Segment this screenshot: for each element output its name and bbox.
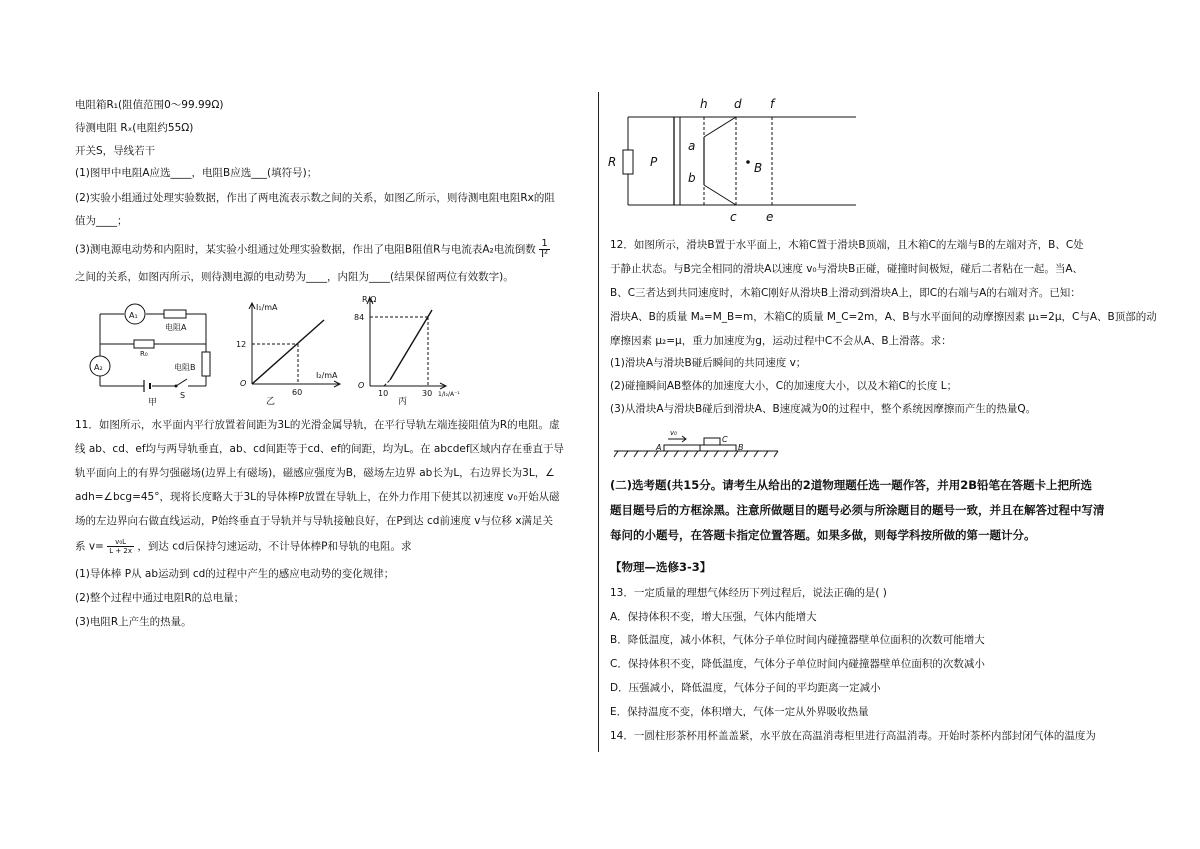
elective-instruction-1: (二)选考题(共15分。请考生从给出的2道物理题任选一题作答，并用2B铅笔在答题卡上把所选 xyxy=(610,478,1093,492)
q11-line-3: 轨平面向上的有界匀强磁场(边界上有磁场)，磁感应强度为B，磁场左边界 ab长为L，右边界长为3L，∠ xyxy=(75,467,555,479)
elective-instruction-3: 每问的小题号，在答题卡指定位置答题。如果多做，则每学科按所做的第一题计分。 xyxy=(610,528,1036,542)
label-field-b: B xyxy=(754,161,763,175)
block-b xyxy=(700,445,736,451)
velocity-numerator: v₀L xyxy=(107,538,134,547)
q12-line-2: 于静止状态。与B完全相同的滑块A以速度 v₀与滑块B正碰，碰撞时间极短，碰后二者粘在一起。当A、 xyxy=(610,263,1084,275)
q11-part3: (3)电阻R上产生的热量。 xyxy=(75,616,192,628)
q12-part1: (1)滑块A与滑块B碰后瞬间的共同速度 v； xyxy=(610,357,807,369)
label-a: a xyxy=(688,139,696,153)
q11-line-2: 线 ab、cd、ef均与两导轨垂直，ab、cd间距等于cd、ef的间距，均为L。在 abcdef区域内存在垂直于导 xyxy=(75,443,565,455)
yi-data-line xyxy=(252,320,324,384)
a1-label: A₁ xyxy=(129,311,138,320)
resistor-a-label: 电阻A xyxy=(165,323,187,332)
switch-pivot xyxy=(175,385,178,388)
switch-line: 开关S，导线若干 xyxy=(75,145,156,157)
label-b: b xyxy=(688,171,696,185)
q10-part3-line2: 之间的关系，如图丙所示，则待测电源的电动势为____，内阻为____(结果保留两位有效数字)。 xyxy=(75,271,514,283)
label-f: f xyxy=(770,97,775,111)
resistor-b-label: 电阻B xyxy=(174,363,196,372)
figure-yi-caption: 乙 xyxy=(266,397,276,407)
column-divider xyxy=(598,92,599,752)
bing-x-label: 1/I₂/A⁻¹ xyxy=(438,391,460,398)
q13-option-c: C．保持体积不变，降低温度，气体分子单位时间内碰撞器壁单位面积的次数减小 xyxy=(610,658,985,670)
label-block-b: B xyxy=(738,443,744,452)
q10-part3-line1 xyxy=(75,239,550,260)
yi-x-label: I₂/mA xyxy=(316,371,338,380)
q11-line-1: 11．如图所示，水平面内平行放置着间距为3L的光滑金属导轨，在平行导轨左端连接阻值为R的电阻。虚 xyxy=(75,419,560,431)
label-c: c xyxy=(730,210,737,224)
figure-jia-caption: 甲 xyxy=(148,398,158,408)
ground-hatch xyxy=(644,451,648,457)
q12-part2: (2)碰撞瞬间AB整体的加速度大小，C的加速度大小，以及木箱C的长度 L； xyxy=(610,380,958,392)
inverse-current-fraction xyxy=(539,239,550,260)
ground-hatch xyxy=(624,451,628,457)
yi-tick-12: 12 xyxy=(236,340,247,349)
switch-lever xyxy=(176,379,187,386)
ground-hatch xyxy=(774,451,778,457)
bing-data-line xyxy=(390,310,432,380)
section-title: 【物理—选修3-3】 xyxy=(610,560,712,574)
q11-line-6 xyxy=(75,538,411,555)
yi-y-label: I₁/mA xyxy=(256,303,278,312)
q13-option-d: D．压强减小，降低温度，气体分子间的平均距离一定减小 xyxy=(610,682,881,694)
q10-part2-line2: 值为____； xyxy=(75,215,128,227)
bing-extrapolation xyxy=(384,380,390,386)
ground-hatch xyxy=(764,451,768,457)
label-p: P xyxy=(650,155,658,169)
bing-tick-30: 30 xyxy=(422,389,433,398)
ground-hatch xyxy=(634,451,638,457)
q11-part2: (2)整个过程中通过电阻R的总电量； xyxy=(75,592,245,604)
bing-y-label: R/Ω xyxy=(362,295,377,304)
ground-hatch xyxy=(714,451,718,457)
q12-part3: (3)从滑块A与滑块B碰后到滑块A、B速度减为0的过程中，整个系统因摩擦而产生的热量Q。 xyxy=(610,403,1037,415)
q13-option-a: A．保持体积不变，增大压强，气体内能增大 xyxy=(610,611,817,623)
ground-hatch xyxy=(664,451,668,457)
boundary-ad xyxy=(704,117,736,137)
graph-bing xyxy=(352,290,460,408)
q10-part3-text: (3)测电源电动势和内阻时，某实验小组通过处理实验数据，作出了电阻B阻值R与电流表A₂电流倒数 xyxy=(75,243,536,256)
bing-tick-84: 84 xyxy=(354,313,365,322)
graph-yi xyxy=(228,296,348,408)
q11-line-4: adh=∠bcg=45°，现将长度略大于3L的导体棒P放置在导轨上，在外力作用下使其以初速度 v₀开始从磁 xyxy=(75,491,560,503)
velocity-denominator: L + 2x xyxy=(109,547,133,555)
circuit-diagram-jia xyxy=(88,296,218,408)
label-d: d xyxy=(734,97,742,111)
boundary-bc xyxy=(704,185,736,205)
ground-hatch xyxy=(704,451,708,457)
fraction-numerator: 1 xyxy=(539,239,550,250)
ground-hatch xyxy=(724,451,728,457)
q11-relation-suffix: ，到达 cd后保持匀速运动，不计导体棒P和导轨的电阻。求 xyxy=(137,540,412,553)
q12-line-3: B、C三者达到共同速度时，木箱C刚好从滑块B上滑动到滑块A上，即C的右端与A的右端对齐。已知： xyxy=(610,287,1081,299)
bing-origin: O xyxy=(358,381,365,390)
q14-stem: 14．一圆柱形茶杯用杯盖盖紧，水平放在高温消毒柜里进行高温消毒。开始时茶杯内部封闭气体的温度为 xyxy=(610,730,1096,742)
q13-option-b: B．降低温度，减小体积，气体分子单位时间内碰撞器壁单位面积的次数可能增大 xyxy=(610,634,985,646)
q11-line-5: 场的左边界向右做直线运动，P始终垂直于导轨并与导轨接触良好，在P到达 cd前速度 v与位移 x满足关 xyxy=(75,515,554,527)
yi-origin: O xyxy=(240,379,247,388)
q11-relation-prefix: 系 v= xyxy=(75,540,104,553)
test-resistor-line: 待测电阻 Rₓ(电阻约55Ω) xyxy=(75,122,194,134)
yi-tick-60: 60 xyxy=(292,388,303,397)
resistor-a-symbol xyxy=(164,310,186,318)
label-block-a: A xyxy=(656,443,662,452)
label-box-c: C xyxy=(722,435,728,444)
label-r: R xyxy=(608,155,617,169)
resistor-b-symbol xyxy=(202,352,210,376)
block-a xyxy=(664,445,700,451)
box-c xyxy=(704,438,720,445)
ground-hatch xyxy=(684,451,688,457)
magnetic-field-diagram xyxy=(606,94,866,226)
label-h: h xyxy=(700,97,708,111)
q10-part1: (1)图甲中电阻A应选____，电阻B应选___(填符号)； xyxy=(75,167,318,179)
q12-line-5: 摩擦因素 μ₂=μ，重力加速度为g，运动过程中C不会从A、B上滑落。求： xyxy=(610,335,952,347)
r0-label: R₀ xyxy=(140,350,148,358)
a2-label: A₂ xyxy=(94,363,103,372)
q13-option-e: E．保持温度不变，体积增大，气体一定从外界吸收热量 xyxy=(610,706,869,718)
ground-hatch xyxy=(674,451,678,457)
q12-line-4: 滑块A、B的质量 Mₐ=M_B=m，木箱C的质量 M_C=2m，A、B与水平面间的动摩擦因素 μ₁=2μ，C与A、B顶部的动 xyxy=(610,311,1157,323)
fraction-denominator: I² xyxy=(541,249,549,260)
blocks-diagram xyxy=(612,424,782,460)
q13-stem: 13．一定质量的理想气体经历下列过程后，说法正确的是( ) xyxy=(610,587,887,599)
elective-instruction-2: 题目题号后的方框涂黑。注意所做题目的题号必须与所涂题目的题号一致，并且在解答过程中写清 xyxy=(610,503,1105,517)
resistor-r-symbol xyxy=(623,150,633,174)
ground-hatch xyxy=(614,451,618,457)
bing-tick-10: 10 xyxy=(378,389,389,398)
label-v0: v₀ xyxy=(670,429,677,437)
velocity-fraction xyxy=(107,538,134,555)
field-dot-icon xyxy=(746,160,750,164)
ground-hatch xyxy=(744,451,748,457)
resistor-box-line: 电阻箱R₁(阻值范围0～99.99Ω) xyxy=(75,99,224,111)
q12-line-1: 12．如图所示，滑块B置于水平面上，木箱C置于滑块B顶端，且木箱C的左端与B的左端对齐，B、C处 xyxy=(610,239,1084,251)
switch-label: S xyxy=(180,391,186,400)
figure-bing-caption: 丙 xyxy=(398,397,408,407)
r0-symbol xyxy=(134,340,154,348)
label-e: e xyxy=(766,210,774,224)
ground-hatch xyxy=(754,451,758,457)
q11-part1: (1)导体棒 P从 ab运动到 cd的过程中产生的感应电动势的变化规律； xyxy=(75,568,395,580)
ground-hatch xyxy=(694,451,698,457)
q10-part2-line1: (2)实验小组通过处理实验数据，作出了两电流表示数之间的关系，如图乙所示，则待测电阻电阻Rx的阻 xyxy=(75,192,555,204)
